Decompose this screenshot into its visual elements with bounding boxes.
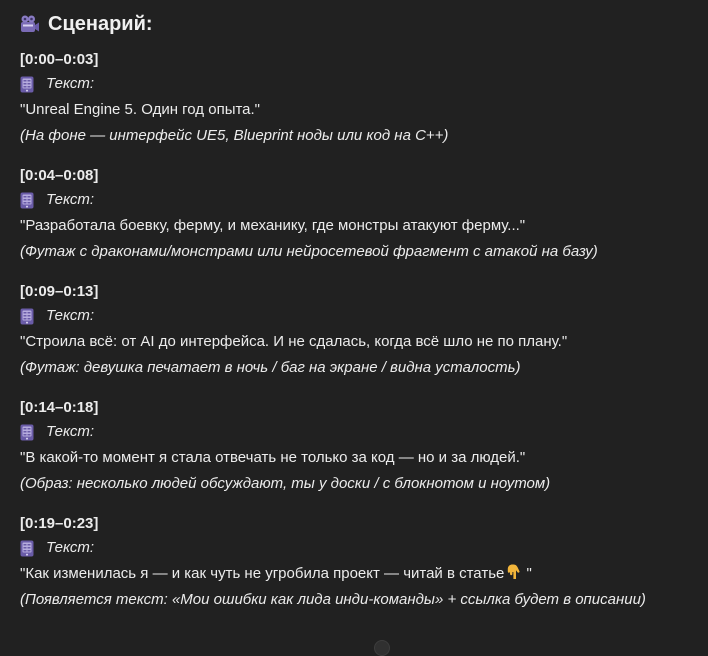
segment-quote: "В какой-то момент я стала отвечать не только за код — но и за людей." — [20, 449, 526, 466]
mobile-phone-icon — [20, 424, 34, 441]
segment-label: Текст: — [46, 423, 95, 440]
segment-quote — [20, 560, 700, 588]
segment-label-row — [20, 536, 700, 560]
heading-title: Сценарий: — [48, 12, 153, 35]
script-segment — [20, 48, 700, 148]
section-heading — [20, 10, 700, 38]
segment-note: (Футаж: девушка печатает в ночь / баг на экране / видна усталость) — [20, 359, 521, 376]
segment-label: Текст: — [46, 191, 95, 208]
segment-quote: "Unreal Engine 5. Один год опыта." — [20, 101, 261, 118]
script-segment — [20, 512, 700, 612]
mobile-phone-icon — [20, 540, 34, 557]
segment-time: [0:19–0:23] — [20, 515, 99, 532]
segment-quote: "Разработала боевку, ферму, и механику, где монстры атакуют ферму..." — [20, 217, 526, 234]
segment-quote-end: " — [522, 565, 532, 582]
segment-label: Текст: — [46, 539, 95, 556]
segment-label-row — [20, 72, 700, 96]
message-content — [20, 10, 700, 612]
mobile-phone-icon — [20, 76, 34, 93]
segment-note: (Появляется текст: «Мои ошибки как лида инди-команды» + ссылка будет в описании) — [20, 591, 646, 608]
mobile-phone-icon — [20, 192, 34, 209]
script-segment — [20, 164, 700, 264]
script-segment — [20, 280, 700, 380]
film-camera-icon — [20, 14, 40, 34]
segment-label-row — [20, 188, 700, 212]
segment-label-row — [20, 304, 700, 328]
segment-quote-text: "Как изменилась я — и как чуть не угробила проект — читай в статье — [20, 565, 505, 582]
segment-note: (Образ: несколько людей обсуждают, ты у доски / с блокнотом и ноутом) — [20, 475, 551, 492]
segment-label: Текст: — [46, 75, 95, 92]
mobile-phone-icon — [20, 308, 34, 325]
segment-time: [0:04–0:08] — [20, 167, 99, 184]
segment-time: [0:09–0:13] — [20, 283, 99, 300]
scroll-to-bottom-button[interactable] — [374, 640, 390, 656]
pointing-down-hand-icon — [506, 564, 522, 580]
script-segment — [20, 396, 700, 496]
segment-note: (Футаж с драконами/монстрами или нейросетевой фрагмент с атакой на базу) — [20, 243, 598, 260]
segment-time: [0:14–0:18] — [20, 399, 99, 416]
segment-time: [0:00–0:03] — [20, 51, 99, 68]
segment-quote: "Строила всё: от AI до интерфейса. И не сдалась, когда всё шло не по плану." — [20, 333, 568, 350]
segment-label: Текст: — [46, 307, 95, 324]
segment-label-row — [20, 420, 700, 444]
segment-note: (На фоне — интерфейс UE5, Blueprint ноды или код на C++) — [20, 127, 449, 144]
